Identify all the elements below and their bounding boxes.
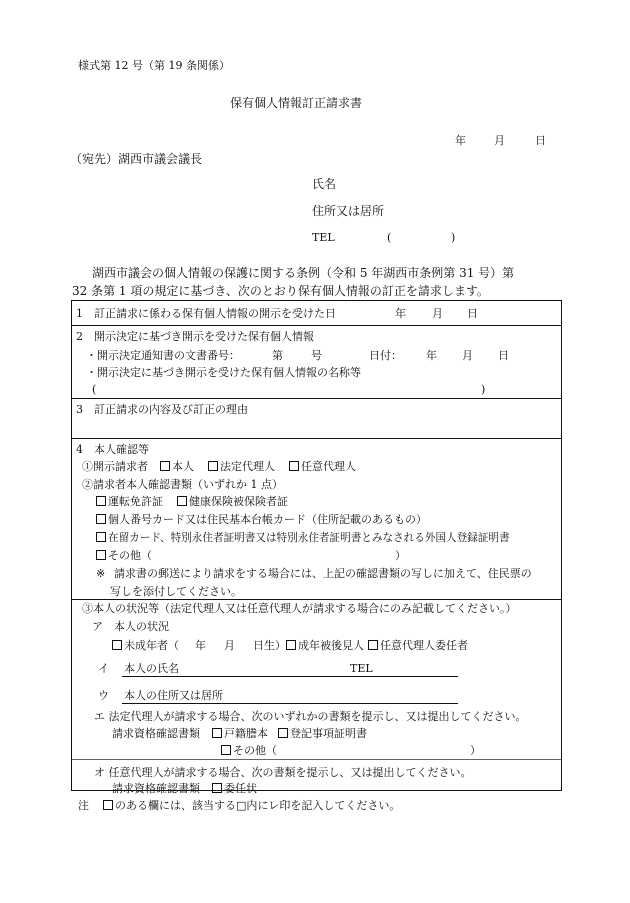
section2-name-label: ・開示決定に基づき開示を受けた保有個人情報の名称等 [86,366,361,379]
footnote-prefix: 注 [78,799,89,812]
id-docs-row2 [96,514,427,525]
date-year-label: 年 [455,134,466,147]
status-u-prefix: ウ [98,689,109,702]
status-o-label: オ 任意代理人が請求する場合、次の書類を提示し、又は提出してください。 [94,766,472,779]
note-line-1: 請求書の郵送により請求をする場合には、上記の確認書類の写しに加えて、住民票の [114,567,532,580]
section2-dai: 第 [272,349,283,362]
status-i-tel: TEL [350,662,373,675]
status-i-label: 本人の氏名 [124,662,179,675]
status-e-row2 [221,745,277,756]
id-docs-row1 [96,496,288,507]
koseki-label: 戸籍謄本 [224,727,268,740]
status-a-label: ア 本人の状況 [92,620,169,633]
row-divider [72,438,561,439]
section2-paren-close: ) [481,383,486,396]
row-divider [72,398,561,399]
e-doc-label: 請求資格確認書類 [112,727,200,740]
applicant-tel-paren-open: ( [387,231,392,244]
id-docs-row3 [96,532,510,544]
status-e-label: エ 法定代理人が請求する場合、次のいずれかの書類を提示し、又は提出してください。 [94,710,527,723]
e-other-label: その他（ [233,744,277,757]
intro-line-1: 湖西市議会の個人情報の保護に関する条例（令和 5 年湖西市条例第 31 号）第 [92,266,515,280]
section2-year: 年 [426,349,437,362]
row-divider [72,325,561,326]
requester-self-label: 本人 [172,460,194,473]
mynumber-label: 個人番号カード又は住民基本台帳カード（住所記載のあるもの） [108,513,427,526]
section2-label: 2 開示決定に基づき開示を受けた保有個人情報 [76,330,314,343]
touki-label: 登記事項証明書 [290,727,367,740]
section2-month: 月 [462,349,473,362]
status-u-underline [122,703,458,704]
minor-birth: 日生） [253,639,286,652]
status-a-row [112,640,468,651]
row-divider [72,759,561,760]
section2-paren-open: ( [92,383,97,396]
minor-checkbox[interactable] [112,640,122,650]
touki-checkbox[interactable] [278,728,288,738]
id-docs-label: ②請求者本人確認書類（いずれか 1 点） [82,478,283,491]
status-i-underline [122,676,458,677]
minor-year: 年 [195,639,206,652]
id-other-checkbox[interactable] [96,550,106,560]
form-title: 保有個人情報訂正請求書 [230,96,363,110]
license-checkbox[interactable] [96,496,106,506]
requester-row [82,461,356,472]
footnote [78,800,400,811]
status-e-row1 [112,728,367,739]
id-other-close: ） [395,549,406,562]
id-other-label: その他（ [108,549,152,562]
section4-label: 4 本人確認等 [76,443,149,456]
section2-go: 号 [311,349,322,362]
delegator-label: 任意代理人委任者 [380,639,468,652]
section2-day: 日 [498,349,509,362]
intro-line-2: 32 条第 1 項の規定に基づき、次のとおり保有個人情報の訂正を請求します。 [72,284,489,298]
note-line-2: 写しを添付してください。 [110,585,242,598]
applicant-address-label: 住所又は居所 [312,204,385,218]
section3-label: 3 訂正請求の内容及び訂正の理由 [76,403,248,416]
addressee: （宛先）湖西市議会議長 [70,152,203,166]
requester-voluntary-agent-label: 任意代理人 [301,460,356,473]
koseki-checkbox[interactable] [212,728,222,738]
section1-month: 月 [432,307,443,320]
date-month-label: 月 [494,134,505,147]
residence-card-checkbox[interactable] [96,532,106,542]
section1-day: 日 [467,307,478,320]
section2-docnum-label: ・開示決定通知書の文書番号： [86,349,240,362]
residence-card-label: 在留カード、特別永住者証明書又は特別永住者証明書とみなされる外国人登録証明書 [108,532,510,544]
applicant-tel-label: TEL [312,231,335,244]
section1-label: 1 訂正請求に係わる保有個人情報の開示を受けた日 [76,307,336,320]
license-label: 運転免許証 [108,495,163,508]
delegator-checkbox[interactable] [368,640,378,650]
mynumber-checkbox[interactable] [96,514,106,524]
e-other-close: ） [470,744,481,757]
section1-year: 年 [395,307,406,320]
status-i-prefix: イ [98,662,109,675]
footnote-text: のある欄には、該当する□内にレ印を記入してください。 [115,799,401,812]
minor-month: 月 [224,639,235,652]
guardian-checkbox[interactable] [286,640,296,650]
requester-legal-agent-checkbox[interactable] [208,461,218,471]
ininjo-label: 委任状 [224,782,257,795]
date-day-label: 日 [535,134,546,147]
id-docs-row4 [96,550,152,561]
applicant-tel-paren-close: ) [451,231,456,244]
note-mark: ※ [96,567,106,580]
minor-label: 未成年者（ [124,639,179,652]
requester-self-checkbox[interactable] [160,461,170,471]
applicant-name-label: 氏名 [312,177,337,191]
status-u-label: 本人の住所又は居所 [124,689,223,702]
section2-date-label: 日付： [369,349,402,362]
e-other-checkbox[interactable] [221,745,231,755]
insurance-label: 健康保険被保険者証 [189,495,288,508]
guardian-label: 成年被後見人 [298,639,364,652]
requester-label: ①開示請求者 [82,460,148,473]
requester-legal-agent-label: 法定代理人 [220,460,275,473]
form-number: 様式第 12 号（第 19 条関係） [78,59,230,72]
status-o-row [112,783,257,794]
status-label: ③本人の状況等（法定代理人又は任意代理人が請求する場合にのみ記載してください。） [82,602,517,615]
row-divider [72,599,561,600]
ininjo-checkbox[interactable] [212,783,222,793]
o-doc-label: 請求資格確認書類 [112,782,200,795]
footnote-box-icon [103,800,113,810]
requester-voluntary-agent-checkbox[interactable] [289,461,299,471]
insurance-checkbox[interactable] [177,496,187,506]
